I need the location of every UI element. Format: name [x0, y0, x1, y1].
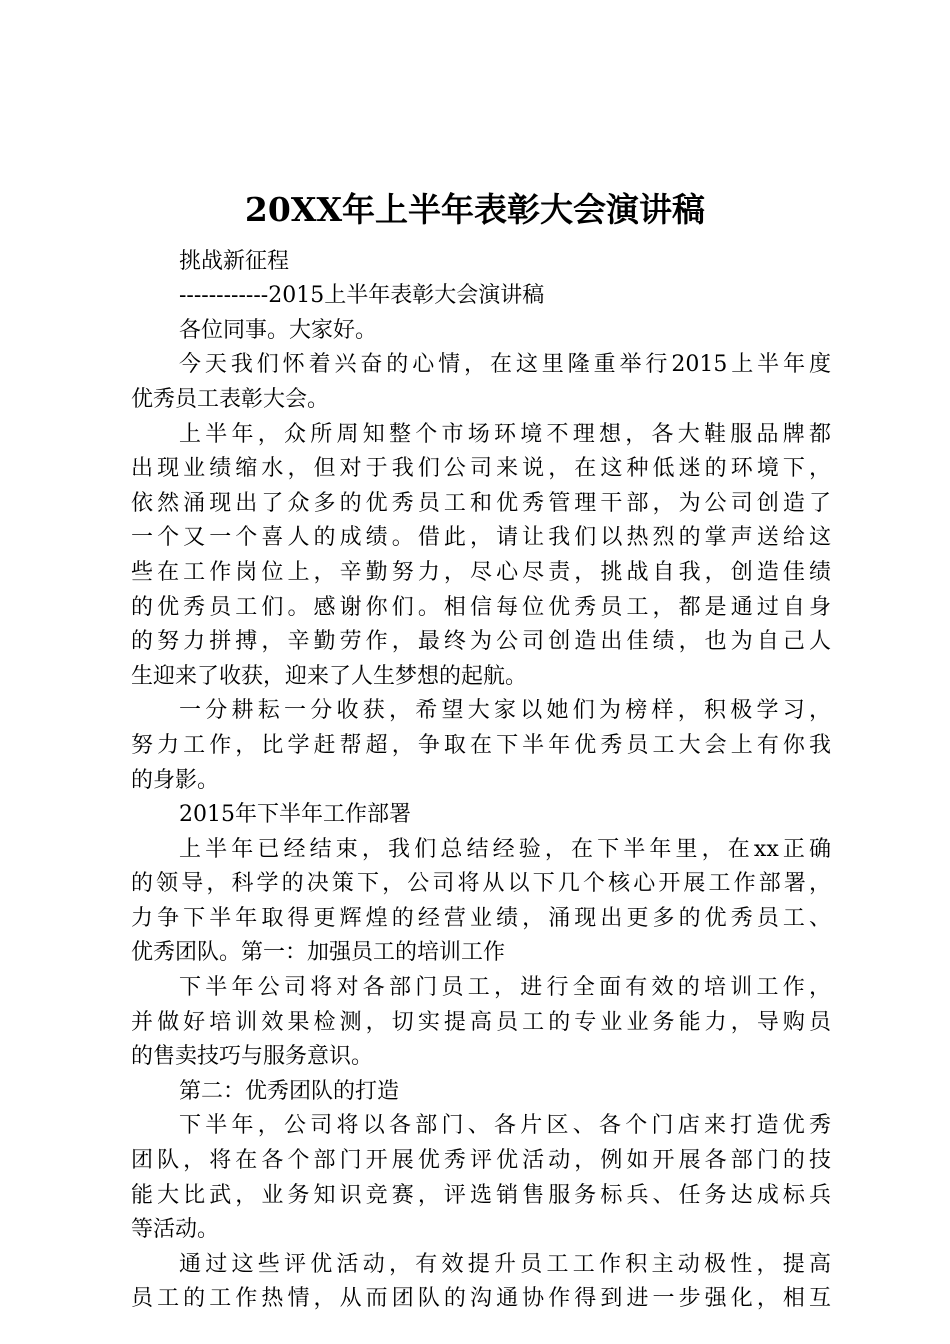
- paragraph-line: 上半年已经结束，我们总结经验，在下半年里，在xx正确: [179, 836, 831, 862]
- paragraph-line: 的身影。: [131, 767, 220, 793]
- paragraph-line: 生迎来了收获，迎来了人生梦想的起航。: [131, 663, 528, 689]
- paragraph-line: 通过这些评优活动，有效提升员工工作积主动极性，提高: [179, 1251, 831, 1277]
- paragraph-line: 优秀员工表彰大会。: [131, 386, 330, 412]
- paragraph-line: 出现业绩缩水，但对于我们公司来说，在这种低迷的环境下，: [131, 456, 831, 482]
- paragraph-line: 依然涌现出了众多的优秀员工和优秀管理干部，为公司创造了: [131, 490, 831, 516]
- paragraph-line: 努力工作，比学赶帮超，争取在下半年优秀员工大会上有你我: [131, 732, 831, 758]
- paragraph-line: 上半年，众所周知整个市场环境不理想，各大鞋服品牌都: [179, 421, 831, 447]
- paragraph-line: 些在工作岗位上，辛勤努力，尽心尽责，挑战自我，创造佳绩: [131, 559, 831, 585]
- paragraph-line: 的优秀员工们。感谢你们。相信每位优秀员工，都是通过自身: [131, 594, 831, 620]
- paragraph-line: 一分耕耘一分收获，希望大家以她们为榜样，积极学习，: [179, 698, 831, 724]
- paragraph-line: 的领导，科学的决策下，公司将从以下几个核心开展工作部署，: [131, 871, 831, 897]
- paragraph-line: 员工的工作热情，从而团队的沟通协作得到进一步强化，相互: [131, 1286, 831, 1312]
- paragraph-line: 一个又一个喜人的成绩。借此，请让我们以热烈的掌声送给这: [131, 525, 831, 551]
- paragraph-line: 并做好培训效果检测，切实提高员工的专业业务能力，导购员: [131, 1009, 831, 1035]
- section-heading: 2015年下半年工作部署: [179, 802, 411, 828]
- salutation-line: 各位同事。大家好。: [179, 317, 378, 343]
- subtitle-line: 挑战新征程: [179, 248, 290, 274]
- paragraph-line: 力争下半年取得更辉煌的经营业绩，涌现出更多的优秀员工、: [131, 905, 831, 931]
- paragraph-line: 团队，将在各个部门开展优秀评优活动，例如开展各部门的技: [131, 1148, 831, 1174]
- paragraph-line: 的售卖技巧与服务意识。: [131, 1044, 374, 1070]
- document-body: [131, 210, 831, 1317]
- paragraph-line: 优秀团队。第一：加强员工的培训工作: [131, 940, 506, 966]
- paragraph-line: 下半年公司将对各部门员工，进行全面有效的培训工作，: [179, 975, 831, 1001]
- document-title: 20XX年上半年表彰大会演讲稿: [244, 190, 706, 229]
- paragraph-line: 今天我们怀着兴奋的心情，在这里隆重举行2015上半年度: [179, 352, 831, 378]
- section-heading: 第二：优秀团队的打造: [179, 1078, 400, 1104]
- subtitle-dash-line: ------------2015上半年表彰大会演讲稿: [179, 283, 545, 309]
- paragraph-line: 的努力拼搏，辛勤劳作，最终为公司创造出佳绩，也为自己人: [131, 629, 831, 655]
- paragraph-line: 能大比武，业务知识竞赛，评选销售服务标兵、任务达成标兵: [131, 1182, 831, 1208]
- paragraph-line: 下半年，公司将以各部门、各片区、各个门店来打造优秀: [179, 1113, 831, 1139]
- paragraph-line: 等活动。: [131, 1217, 220, 1243]
